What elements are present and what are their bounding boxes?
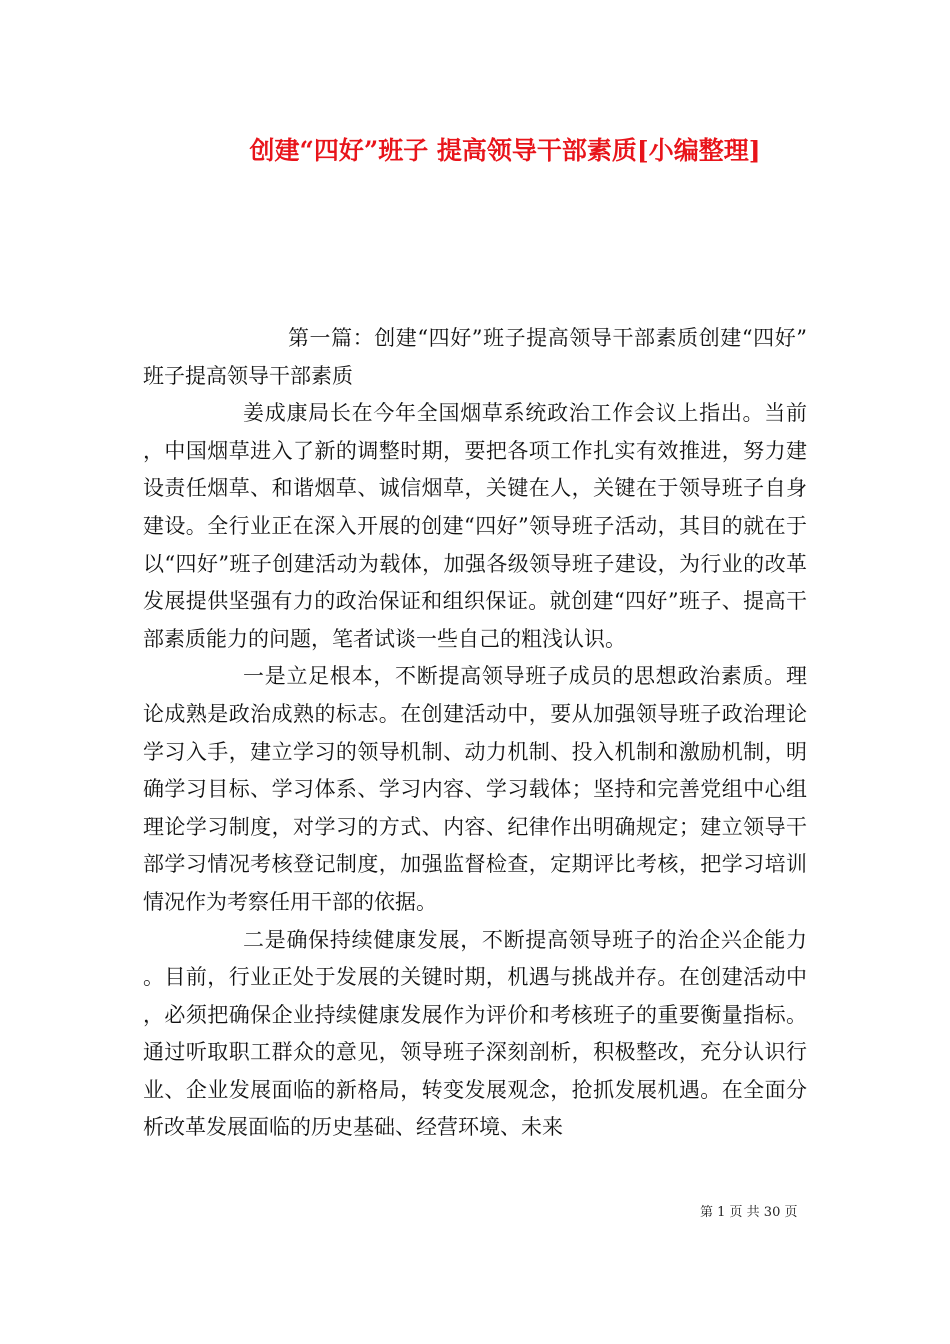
body-paragraph-intro: 姜成康局长在今年全国烟草系统政治工作会议上指出。当前，中国烟草进入了新的调整时期，要把各项工作扎实有效推进，努力建设责任烟草、和谐烟草、诚信烟草，关键在人，关键在于领导班子自身建设。全行业正在深入开展的创建“四好”领导班子活动，其目的就在于以“四好”班子创建活动为载体，加强各级领导班子建设，为行业的改革发展提供坚强有力的政治保证和组织保证。就创建“四好”班子、提高干部素质能力的问题，笔者试谈一些自己的粗浅认识。: [143, 401, 807, 651]
document-body: [143, 320, 807, 1147]
document-title: 创建“四好”班子 提高领导干部素质[小编整理]: [249, 136, 761, 165]
body-paragraph-point-one: 一是立足根本，不断提高领导班子成员的思想政治素质。理论成熟是政治成熟的标志。在创建活动中，要从加强领导班子政治理论学习入手，建立学习的领导机制、动力机制、投入机制和激励机制，明确学习目标、学习体系、学习内容、学习载体；坚持和完善党组中心组理论学习制度，对学习的方式、内容、纪律作出明确规定；建立领导干部学习情况考核登记制度，加强监督检查，定期评比考核，把学习培训情况作为考察任用干部的依据。: [143, 664, 807, 914]
page-number-footer: 第 1 页 共 30 页: [700, 1205, 798, 1220]
section-heading-paragraph: 第一篇：创建“四好”班子提高领导干部素质创建“四好”班子提高领导干部素质: [143, 326, 807, 388]
body-paragraph-point-two: 二是确保持续健康发展，不断提高领导班子的治企兴企能力。目前，行业正处于发展的关键时期，机遇与挑战并存。在创建活动中，必须把确保企业持续健康发展作为评价和考核班子的重要衡量指标。通过听取职工群众的意见，领导班子深刻剖析，积极整改，充分认识行业、企业发展面临的新格局，转变发展观念，抢抓发展机遇。在全面分析改革发展面临的历史基础、经营环境、未来: [143, 927, 807, 1140]
